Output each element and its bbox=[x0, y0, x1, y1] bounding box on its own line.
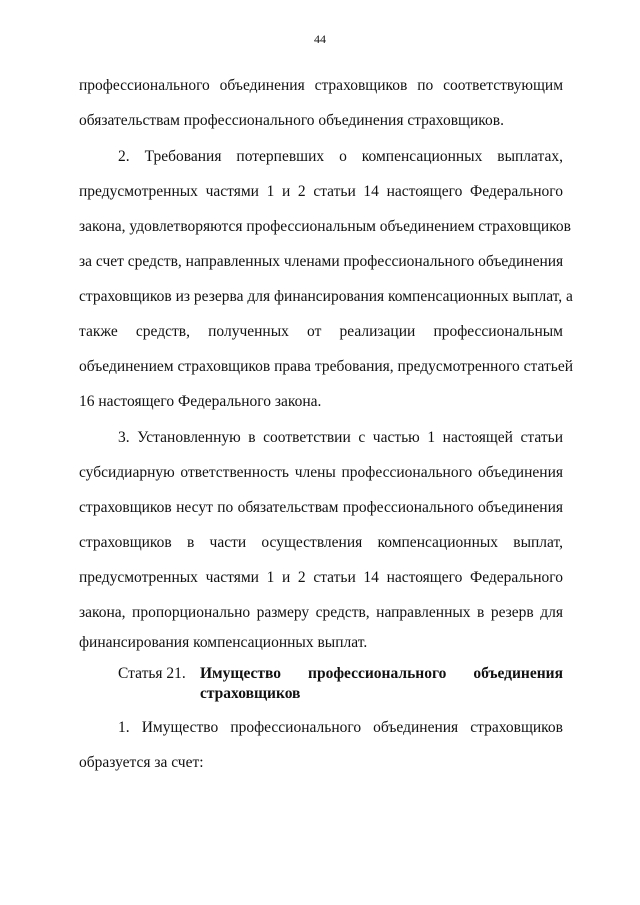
article-title-line: Имущество профессионального объединения bbox=[200, 665, 563, 682]
text-line: страховщиков в части осуществления компенсационных выплат, bbox=[79, 534, 563, 551]
text-line: предусмотренных частями 1 и 2 статьи 14 настоящего Федерального bbox=[79, 569, 563, 586]
article-title bbox=[200, 664, 563, 704]
text-line: 1. Имущество профессионального объединения страховщиков bbox=[118, 719, 563, 736]
article-title-line: страховщиков bbox=[200, 685, 301, 702]
text-line: предусмотренных частями 1 и 2 статьи 14 настоящего Федерального bbox=[79, 183, 563, 200]
text-line: закона, пропорционально размеру средств, направленных в резерв для bbox=[79, 604, 563, 621]
text-line: 16 настоящего Федерального закона. bbox=[79, 393, 322, 410]
text-line: за счет средств, направленных членами профессионального объединения bbox=[79, 253, 564, 270]
text-line: закона, удовлетворяются профессиональным объединением страховщиков bbox=[79, 218, 572, 235]
text-line: страховщиков несут по обязательствам профессионального объединения bbox=[79, 499, 563, 516]
text-line: страховщиков из резерва для финансирования компенсационных выплат, а bbox=[79, 288, 573, 305]
text-line: 2. Требования потерпевших о компенсационных выплатах, bbox=[118, 148, 563, 165]
page-number: 44 bbox=[314, 32, 326, 46]
text-line: 3. Установленную в соответствии с частью 1 настоящей статьи bbox=[118, 429, 563, 446]
text-line: профессионального объединения страховщиков по соответствующим bbox=[79, 77, 563, 94]
text-line: объединением страховщиков права требования, предусмотренного статьей bbox=[79, 358, 574, 375]
text-line: обязательствам профессионального объединения страховщиков. bbox=[79, 112, 504, 129]
text-line: субсидиарную ответственность члены профессионального объединения bbox=[79, 464, 563, 481]
article-label: Статья 21. bbox=[118, 665, 186, 682]
text-line: финансирования компенсационных выплат. bbox=[79, 634, 368, 651]
text-line: также средств, полученных от реализации профессиональным bbox=[79, 323, 563, 340]
text-line: образуется за счет: bbox=[79, 754, 204, 771]
